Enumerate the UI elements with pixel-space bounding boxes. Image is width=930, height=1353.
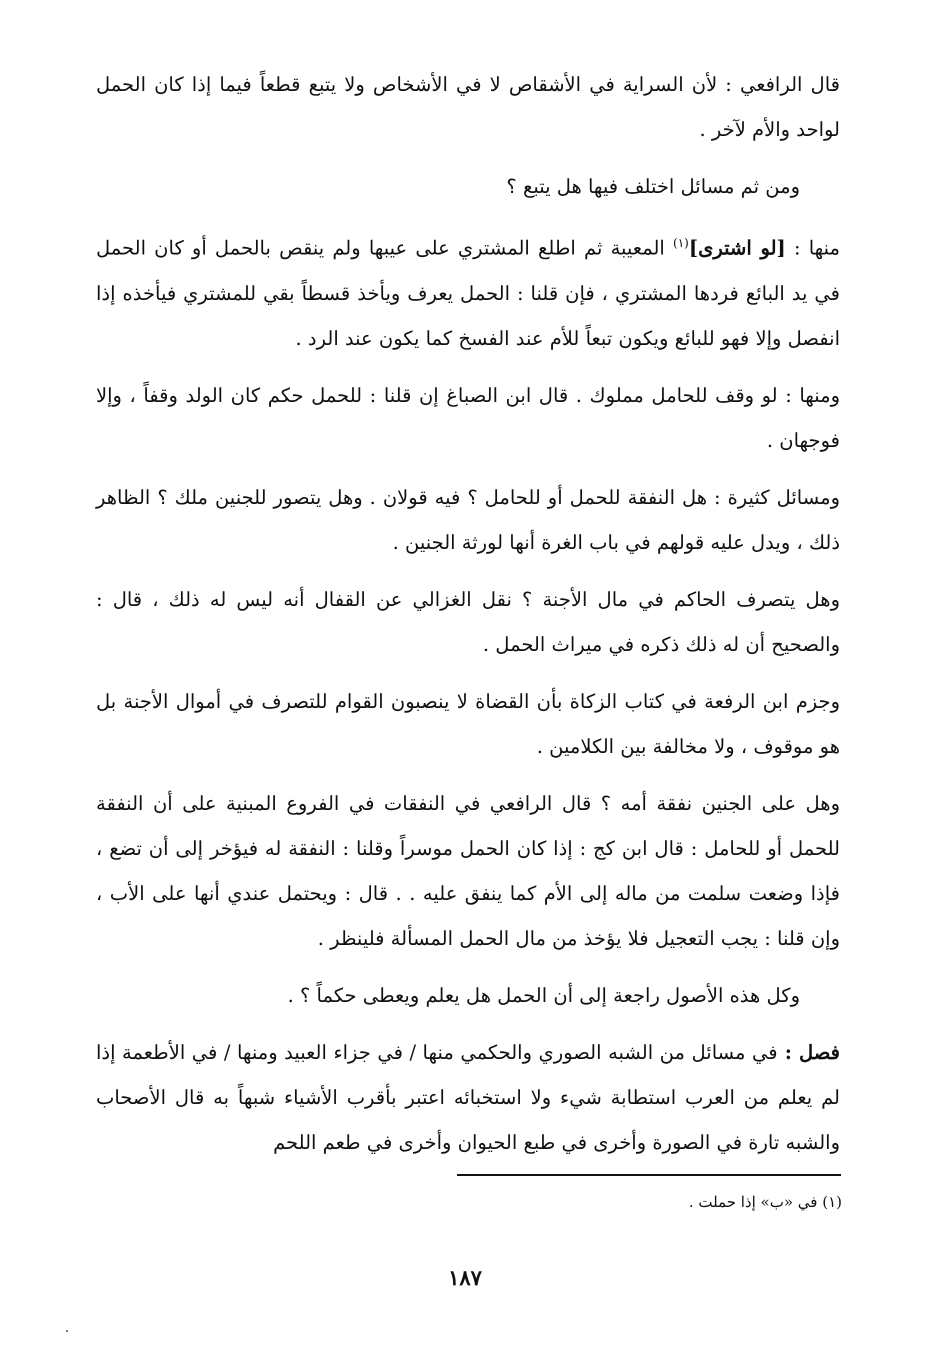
paragraph-7: وجزم ابن الرفعة في كتاب الزكاة بأن القضاة لا ينصبون القوام للتصرف في أموال الأجنة بل هو موقوف ، ولا مخالفة بين الكلامين . <box>96 689 840 758</box>
paragraph-8: وهل على الجنين نفقة أمه ؟ قال الرافعي في النفقات في الفروع المبنية على أن النفقة للحمل أو للحامل : قال ابن كج : إذا كان الحمل موسراً وقلنا : النفقة له فيؤخر إلى أن تضع ، فإذا وضعت سلمت من ماله إلى الأم كما ينفق عليه . . قال : ويحتمل عندي أنها على الأب ، وإن قلنا : يجب التعجيل فلا يؤخذ من مال الحمل المسألة فلينظر . <box>96 791 840 950</box>
paragraph-2: ومن ثم مسائل اختلف فيها هل يتبع ؟ <box>506 175 800 198</box>
section-heading: فصل : <box>777 1040 841 1064</box>
page-body <box>96 62 840 1165</box>
page-number: ١٨٧ <box>448 1265 482 1290</box>
paragraph-3-lead: منها : <box>785 236 840 260</box>
paragraph-4: ومنها : لو وقف للحامل مملوك . قال ابن الصباغ إن قلنا : للحمل حكم كان الولد وقفاً ، وإلا فوجهان . <box>96 383 840 452</box>
footnote: (١) في «ب» إذا حملت . <box>688 1193 842 1211</box>
paragraph-1: قال الرافعي : لأن السراية في الأشقاص لا في الأشخاص ولا يتبع قطعاً فيما إذا كان الحمل لواحد والأم لآخر . <box>96 73 840 141</box>
scan-speck <box>66 1330 68 1332</box>
footnote-marker: (١) <box>673 236 689 250</box>
footnote-divider <box>457 1174 841 1176</box>
paragraph-6: وهل يتصرف الحاكم في مال الأجنة ؟ نقل الغزالي عن القفال أنه ليس له ذلك ، قال : والصحيح أن له ذلك ذكره في ميراث الحمل . <box>96 587 840 656</box>
bracketed-term: [لو اشترى] <box>688 236 786 260</box>
paragraph-10: فصل : في مسائل من الشبه الصوري والحكمي منها / في جزاء العبيد ومنها / في الأطعمة إذا لم يعلم من العرب استطابة شيء ولا استخبائه اعتبر بأقرب الأشياء شبهاً به قال الأصحاب والشبه تارة في الصورة وأخرى في طبع الحيوان وأخرى في طعم اللحم <box>96 1040 841 1154</box>
paragraph-9: وكل هذه الأصول راجعة إلى أن الحمل هل يعلم ويعطى حكماً ؟ . <box>287 983 800 1007</box>
paragraph-3: منها : [لو اشترى]$^{(١)}$ المعيبة ثم اطلع المشتري على عيبها ولم ينقص بالحمل أو كان الحمل في يد البائع فردها المشتري ، فإن قلنا : الحمل يعرف ويأخذ قسطاً بقي للمشتري فيأخذه إذا انفصل وإلا فهو للبائع ويكون تبعاً للأم عند الفسخ كما يكون عند الرد . <box>96 236 840 350</box>
paragraph-5: ومسائل كثيرة : هل النفقة للحمل أو للحامل ؟ فيه قولان . وهل يتصور للجنين ملك ؟ الظاهر ذلك ، ويدل عليه قولهم في باب الغرة أنها لورثة الجنين . <box>96 485 840 554</box>
